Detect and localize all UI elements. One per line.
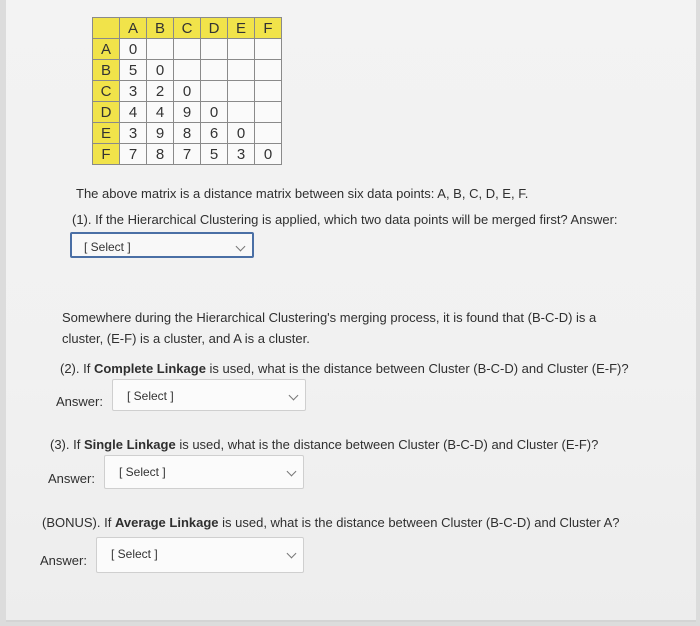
matrix-cell: 0 [147, 60, 174, 81]
matrix-cell [255, 123, 282, 144]
bonus-question-suffix: is used, what is the distance between Cluster (B-C-D) and Cluster A? [218, 515, 620, 530]
question-3-suffix: is used, what is the distance between Cluster (B-C-D) and Cluster (E-F)? [175, 437, 599, 452]
matrix-row [93, 60, 282, 81]
chevron-down-icon [289, 391, 299, 401]
matrix-row-header: F [93, 144, 120, 165]
matrix-cell [228, 81, 255, 102]
context-line-2: cluster, (E-F) is a cluster, and A is a cluster. [62, 331, 310, 346]
matrix-row-header: D [93, 102, 120, 123]
question-2-select[interactable] [112, 379, 306, 411]
question-1-select[interactable] [70, 232, 254, 258]
distance-matrix [92, 17, 282, 165]
matrix-cell: 9 [147, 123, 174, 144]
matrix-cell: 4 [120, 102, 147, 123]
matrix-cell: 0 [120, 39, 147, 60]
matrix-cell [228, 39, 255, 60]
bonus-question-linkage: Average Linkage [114, 515, 219, 530]
question-3-select-value: [ Select ] [119, 465, 166, 479]
question-2-text [60, 361, 629, 376]
matrix-row [93, 144, 282, 165]
question-1-text: (1). If the Hierarchical Clustering is applied, which two data points will be merged first? Answer: [72, 212, 618, 227]
question-2-linkage: Complete Linkage [93, 361, 206, 376]
bonus-question-prefix: (BONUS). If [42, 515, 115, 530]
matrix-cell [255, 60, 282, 81]
matrix-row-header: E [93, 123, 120, 144]
matrix-cell [174, 60, 201, 81]
matrix-cell [228, 60, 255, 81]
chevron-down-icon [287, 467, 297, 477]
matrix-col-header: D [201, 18, 228, 39]
matrix-cell [201, 81, 228, 102]
matrix-cell [174, 39, 201, 60]
matrix-cell: 7 [120, 144, 147, 165]
question-3-prefix: (3). If [50, 437, 84, 452]
matrix-cell: 0 [255, 144, 282, 165]
matrix-row-header: A [93, 39, 120, 60]
matrix-cell [255, 102, 282, 123]
question-2-select-value: [ Select ] [127, 389, 174, 403]
matrix-description: The above matrix is a distance matrix between six data points: A, B, C, D, E, F. [76, 186, 529, 201]
quiz-page [6, 0, 696, 622]
bonus-question-text [42, 515, 620, 530]
matrix-cell: 9 [174, 102, 201, 123]
matrix-row [93, 81, 282, 102]
matrix-col-header: B [147, 18, 174, 39]
question-3-text [50, 437, 598, 452]
matrix-cell [201, 60, 228, 81]
question-3-answer-label: Answer: [48, 471, 95, 486]
matrix-cell: 5 [201, 144, 228, 165]
matrix-corner-cell [93, 18, 120, 39]
chevron-down-icon [236, 242, 246, 252]
matrix-cell [255, 39, 282, 60]
matrix-cell: 0 [201, 102, 228, 123]
context-line-1: Somewhere during the Hierarchical Clustering's merging process, it is found that (B-C-D) is a [62, 310, 597, 325]
matrix-col-header: C [174, 18, 201, 39]
bonus-select[interactable] [96, 537, 304, 573]
matrix-cell: 3 [120, 123, 147, 144]
matrix-cell: 4 [147, 102, 174, 123]
question-2-answer-label: Answer: [56, 394, 103, 409]
matrix-cell: 5 [120, 60, 147, 81]
chevron-down-icon [287, 549, 297, 559]
matrix-cell: 6 [201, 123, 228, 144]
question-3-select[interactable] [104, 455, 304, 489]
matrix-row-header: C [93, 81, 120, 102]
matrix-cell: 3 [228, 144, 255, 165]
matrix-cell: 3 [120, 81, 147, 102]
matrix-cell: 2 [147, 81, 174, 102]
matrix-cell: 0 [228, 123, 255, 144]
matrix-cell [201, 39, 228, 60]
question-3-linkage: Single Linkage [83, 437, 176, 452]
matrix-cell: 0 [174, 81, 201, 102]
matrix-col-header: A [120, 18, 147, 39]
matrix-header-row [93, 18, 282, 39]
matrix-cell [255, 81, 282, 102]
matrix-cell: 8 [174, 123, 201, 144]
question-2-suffix: is used, what is the distance between Cluster (B-C-D) and Cluster (E-F)? [205, 361, 629, 376]
matrix-cell [147, 39, 174, 60]
matrix-row [93, 102, 282, 123]
question-2-prefix: (2). If [60, 361, 94, 376]
matrix-cell: 8 [147, 144, 174, 165]
matrix-cell: 7 [174, 144, 201, 165]
matrix-row [93, 39, 282, 60]
matrix-row-header: B [93, 60, 120, 81]
bonus-answer-label: Answer: [40, 553, 87, 568]
matrix-cell [228, 102, 255, 123]
matrix-row [93, 123, 282, 144]
matrix-col-header: F [255, 18, 282, 39]
matrix-col-header: E [228, 18, 255, 39]
question-1-select-value: [ Select ] [84, 240, 131, 254]
bonus-select-value: [ Select ] [111, 547, 158, 561]
